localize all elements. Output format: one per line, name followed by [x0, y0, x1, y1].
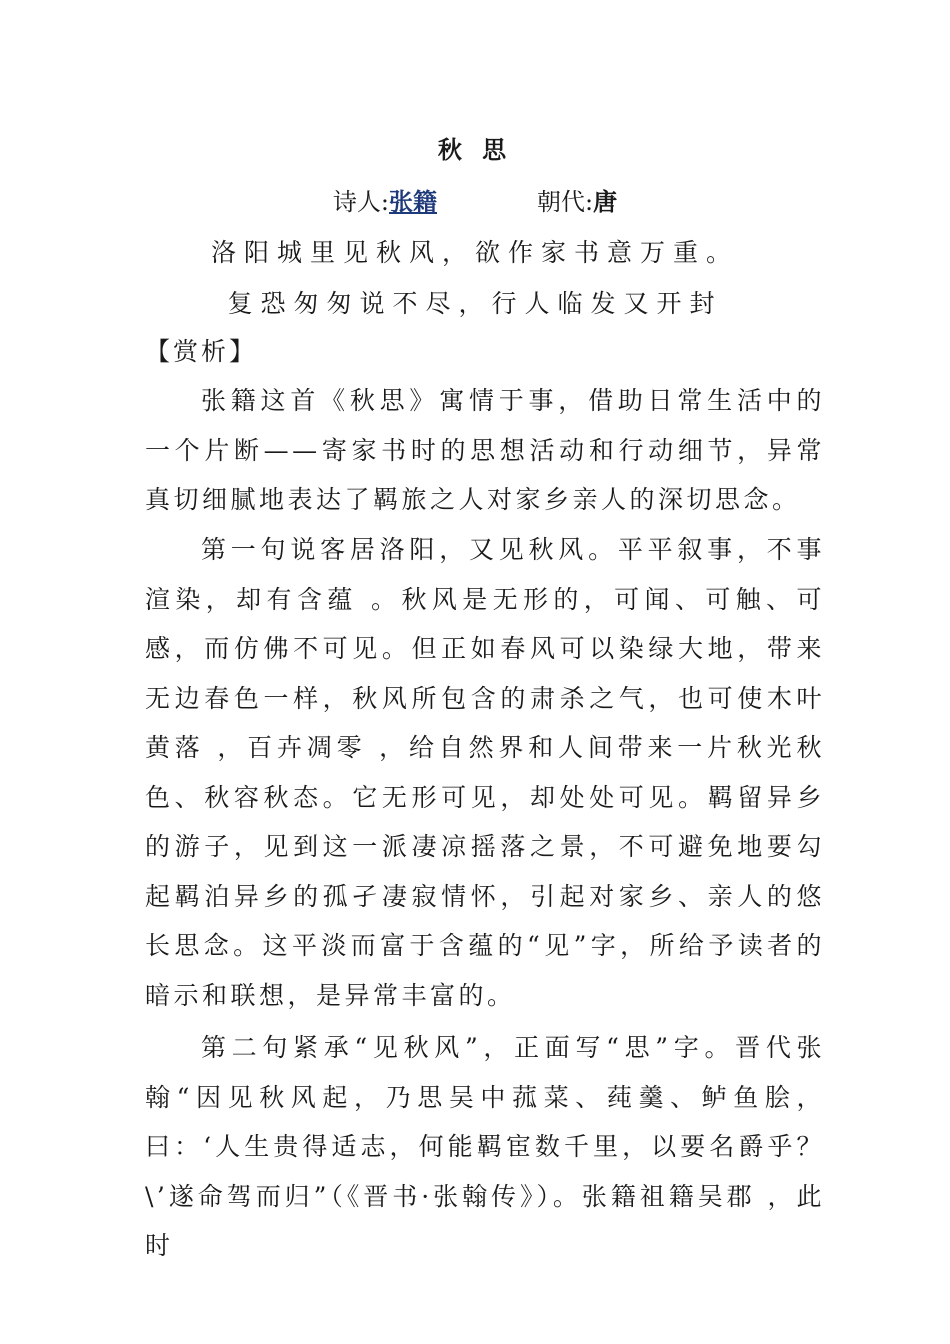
- analysis-paragraph-1: 张籍这首《秋思》寓情于事，借助日常生活中的一个片断——寄家书时的思想活动和行动细节，异常真切细腻地表达了羁旅之人对家乡亲人的深切思念。: [145, 386, 825, 514]
- poet-label: 诗人:: [332, 188, 389, 216]
- verse-line-1: 洛阳城里见秋风，欲作家书意万重。: [210, 238, 739, 267]
- analysis-paragraph-3: 第二句紧承“见秋风”，正面写“思”字。晋代张翰“因见秋风起，乃思吴中菰菜、莼羹、鲈鱼脍，曰：‘人生贵得适志，何能羁宦数千里，以要名爵乎？\’遂命驾而归”（《晋书·张翰传》）。张籍祖籍吴郡 ，此时: [145, 1033, 825, 1260]
- verse-line-2: 复恐匆匆说不尽，行人临发又开封: [227, 289, 723, 318]
- analysis-paragraph-2: 第一句说客居洛阳，又见秋风。平平叙事，不事渲染，却有含蕴 。秋风是无形的，可闻、可触、可感，而仿佛不可见。但正如春风可以染绿大地，带来无边春色一样，秋风所包含的肃杀之气，也可使木叶黄落 ，百卉凋零 ，给自然界和人间带来一片秋光秋色、秋容秋态。它无形可见，却处处可见。羁留异乡的游子，见到这一派凄凉摇落之景，不可避免地要勾起羁泊异乡的孤孑凄寂情怀，引起对家乡、亲人的悠长思念。这平淡而富于含蕴的“见”字，所给予读者的暗示和联想，是异常丰富的。: [145, 535, 825, 1010]
- dynasty-name: 唐: [593, 187, 618, 216]
- poem-meta: [0, 182, 950, 217]
- section-heading: 【赏析】: [145, 337, 258, 366]
- dynasty-label: 朝代:: [537, 188, 594, 216]
- poet-name-link[interactable]: 张籍: [389, 187, 437, 216]
- poem-title: 秋 思: [437, 135, 513, 164]
